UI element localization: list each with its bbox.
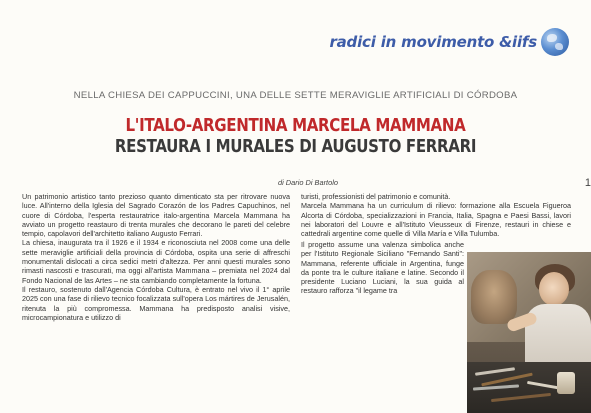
headline-line-2: RESTAURA I MURALES DI AUGUSTO FERRARI: [114, 136, 477, 157]
page-number: 1: [584, 177, 591, 189]
photo-jar: [557, 372, 575, 394]
paragraph: Il restauro, sostenuto dall'Agencia Córdoba Cultura, è entrato nel vivo il 1° aprile 2025 con una fase di rilievo tecnico focalizzata sull'opera Los mártires de Jerusalén, ritenuta la più compromessa. Mammana ha predisposto analisi visive, microcampionatura e utilizzo di: [22, 284, 290, 322]
paragraph: turisti, professionisti del patrimonio e comunità.: [301, 192, 451, 201]
paragraph: Il progetto assume una valenza simbolica anche per l'Istituto Regionale Siciliano "Fernando Santi": Mammana, referente ufficiale in Argentina, funge da ponte tra le culture italiane e latine. Secondo il presidente Luciano Luciani, la sua guida al restauro rafforza "il legame tra: [301, 240, 464, 296]
photo-face: [539, 272, 569, 306]
article-column-2-top: [301, 192, 571, 238]
headline-line-1: L'ITALO-ARGENTINA MARCELA MAMMANA: [125, 116, 466, 136]
article-kicker: NELLA CHIESA DEI CAPPUCCINI, UNA DELLE SETTE MERAVIGLIE ARTIFICIALI DI CÓRDOBA: [73, 90, 518, 101]
masthead: [329, 28, 569, 56]
masthead-title: radici in movimento &iifs: [329, 33, 537, 51]
restorer-photo: [467, 252, 591, 413]
globe-icon: [541, 28, 569, 56]
article-column-1: [22, 192, 290, 413]
paragraph: Marcela Mammana ha un curriculum di rilievo: formazione alla Escuela Figueroa Alcorta di Córdoba, specializzazioni in Francia, Italia, Spagna e Paesi Bassi, lavori nei laboratori del Louvre e all'Istituto Vieusseux di Firenze, restauri in chiese e cattedrali argentine come quelle di Villa María e Villa Tulumba.: [301, 201, 571, 239]
photo-fresco: [471, 270, 517, 324]
byline: di Dario Di Bartolo: [278, 178, 338, 187]
paragraph: La chiesa, inaugurata tra il 1926 e il 1934 e riconosciuta nel 2008 come una delle sette meraviglie artificiali della provincia di Córdoba, ospita una serie di affreschi monumentali dislocati a circa sedici metri d'altezza. Per anni questi murales sono rimasti nascosti e trascurati, ma oggi all'artista Mammana – premiata nel 2024 dal Fondo Nacional de las Artes – ne sta cambiando completamente la fortuna.: [22, 238, 290, 285]
paragraph: Un patrimonio artistico tanto prezioso quanto dimenticato sta per ritrovare nuova luce. All'interno della Iglesia del Sagrado Corazón de los Padres Capuchinos, nel cuore di Córdoba, l'esperta restauratrice italo-argentina Marcela Mammana ha avviato un progetto reastauro di trenta murales che decorano le pareti del celebre tempio, capolavori dell'architetto italiano Augusto Ferrari.: [22, 192, 290, 239]
article-column-2-bottom: [301, 240, 464, 413]
article-headline: [0, 118, 591, 156]
